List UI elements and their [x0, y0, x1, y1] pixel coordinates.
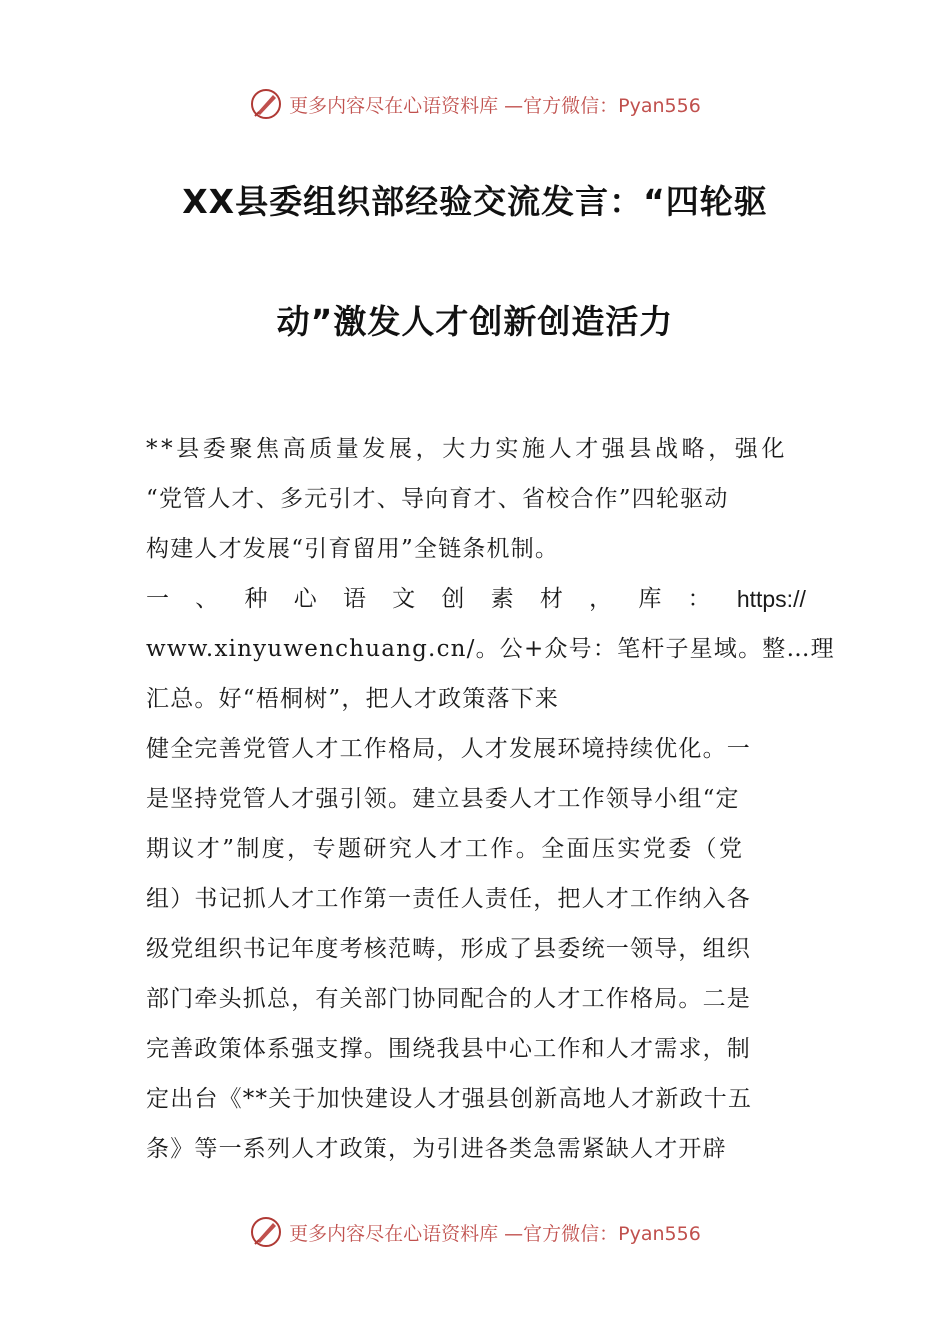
header-watermark-banner [0, 84, 950, 124]
banner-wechat-id: —官方微信：Pyan556 [504, 94, 701, 117]
body-line: 完善政策体系强支撑。围绕我县中心工作和人才需求，制 [146, 1036, 751, 1062]
body-line: 条》等一系列人才政策，为引进各类急需紧缺人才开辟 [146, 1136, 727, 1162]
body-line: 定出台《**关于加快建设人才强县创新高地人才新政十五 [146, 1086, 753, 1112]
banner-site-name: 更多内容尽在心语资料库 [289, 94, 499, 117]
spread-char: 文 [392, 586, 416, 612]
body-line: www.xinyuwenchuang.cn/。公+众号：笔杆子星域。整…理 [146, 636, 835, 662]
banner-site-name: 更多内容尽在心语资料库 [289, 1222, 499, 1245]
body-line: 汇总。好“梧桐树”，把人才政策落下来 [146, 686, 560, 712]
banner-wechat-id: —官方微信：Pyan556 [504, 1222, 701, 1245]
body-line: 部门牵头抓总，有关部门协同配合的人才工作格局。二是 [146, 986, 751, 1012]
spread-char: 创 [441, 586, 465, 612]
spread-char: ： [687, 586, 711, 612]
body-line: 期议才”制度，专题研究人才工作。全面压实党委（党 [146, 836, 745, 862]
spread-url-fragment: https:// [736, 586, 806, 612]
body-line: 健全完善党管人才工作格局，人才发展环境持续优化。一 [146, 736, 751, 762]
footer-watermark-banner [0, 1212, 950, 1252]
spread-char: 库 [638, 586, 662, 612]
body-line: 组）书记抓人才工作第一责任人责任，把人才工作纳入各 [146, 886, 751, 912]
spread-char: 心 [293, 586, 317, 612]
spread-char: 材 [539, 586, 563, 612]
body-line-spread [146, 574, 806, 624]
document-body [146, 424, 835, 1174]
body-line: 级党组织书记年度考核范畴，形成了县委统一领导，组织 [146, 936, 751, 962]
quill-logo-icon [249, 1215, 283, 1249]
body-line: 构建人才发展“引育留用”全链条机制。 [146, 536, 560, 562]
spread-char: 素 [490, 586, 514, 612]
quill-logo-icon [249, 87, 283, 121]
spread-char: ， [589, 586, 613, 612]
spread-char: 一 [146, 586, 169, 612]
body-line: 是坚持党管人才强引领。建立县委人才工作领导小组“定 [146, 786, 740, 812]
document-title-line-2: 动”激发人才创新创造活力 [276, 302, 674, 341]
body-line: **县委聚焦高质量发展，大力实施人才强县战略，强化 [146, 436, 788, 462]
body-line: “党管人才、多元引才、导向育才、省校合作”四轮驱动 [146, 486, 729, 512]
spread-char: 语 [342, 586, 366, 612]
spread-char: 、 [195, 586, 219, 612]
document-title-line-1: XX县委组织部经验交流发言：“四轮驱 [182, 182, 768, 221]
spread-char: 种 [244, 586, 268, 612]
